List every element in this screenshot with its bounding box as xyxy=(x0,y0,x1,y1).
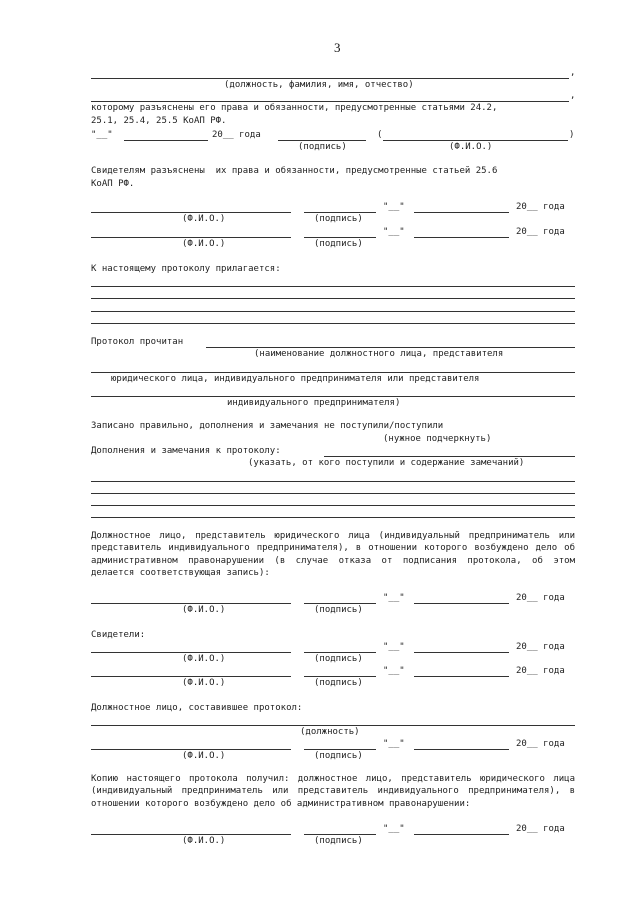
witnesses-rights-line-1: Свидетелям разъяснены их права и обязанности, предусмотренные статьей 25.6 xyxy=(91,166,498,176)
page-number: 3 xyxy=(334,40,341,55)
fio-line[interactable] xyxy=(383,140,568,141)
fio-caption: (Ф.И.О.) xyxy=(182,239,226,249)
date-day-quote: "__" xyxy=(383,227,405,237)
read-by-line-2[interactable] xyxy=(91,372,575,373)
attachment-line[interactable] xyxy=(91,298,575,299)
date-year-text: 20__ года xyxy=(516,642,565,652)
date-month-line[interactable] xyxy=(414,749,509,750)
remarks-line[interactable] xyxy=(324,456,575,457)
fio-line[interactable] xyxy=(91,749,291,750)
rights-text-line-1: которому разъяснены его права и обязанности, предусмотренные статьями 24.2, xyxy=(91,103,498,113)
date-year-text: 20__ года xyxy=(516,824,565,834)
name-line[interactable] xyxy=(91,78,569,79)
date-day-quote: "__" xyxy=(383,593,405,603)
read-by-line[interactable] xyxy=(206,347,575,348)
attachment-line[interactable] xyxy=(91,286,575,287)
attachment-line[interactable] xyxy=(91,323,575,324)
date-month-line[interactable] xyxy=(414,834,509,835)
fio-line[interactable] xyxy=(91,652,291,653)
date-year-text: 20__ года xyxy=(516,593,565,603)
paren-open: ( xyxy=(377,130,383,140)
fio-caption: (Ф.И.О.) xyxy=(182,836,226,846)
signature-caption: (подпись) xyxy=(298,142,347,152)
date-year-text: 20__ года xyxy=(516,739,565,749)
remarks-caption: (указать, от кого поступили и содержание замечаний) xyxy=(248,458,525,468)
attachment-line[interactable] xyxy=(91,311,575,312)
witnesses-label: Свидетели: xyxy=(91,630,146,640)
fio-line[interactable] xyxy=(91,237,291,238)
rights-text-line-2: 25.1, 25.4, 25.5 КоАП РФ. xyxy=(91,116,227,126)
signature-caption: (подпись) xyxy=(314,678,363,688)
remarks-line[interactable] xyxy=(91,493,575,494)
signature-line[interactable] xyxy=(278,140,366,141)
remarks-line[interactable] xyxy=(91,505,575,506)
date-day-quote: "__" xyxy=(383,642,405,652)
signature-line[interactable] xyxy=(304,652,376,653)
fio-line[interactable] xyxy=(91,603,291,604)
date-year-text: 20__ года xyxy=(212,130,261,140)
comma: , xyxy=(570,91,576,101)
date-day-quote: "__" xyxy=(383,202,405,212)
signature-caption: (подпись) xyxy=(314,239,363,249)
date-year-text: 20__ года xyxy=(516,227,565,237)
fio-caption: (Ф.И.О.) xyxy=(182,214,226,224)
date-month-line[interactable] xyxy=(414,237,509,238)
position-line[interactable] xyxy=(91,725,575,726)
signature-line[interactable] xyxy=(304,212,376,213)
fio-line[interactable] xyxy=(91,676,291,677)
date-month-line[interactable] xyxy=(414,676,509,677)
remarks-line[interactable] xyxy=(91,481,575,482)
read-caption-3: индивидуального предпринимателя) xyxy=(227,398,401,408)
underline-caption: (нужное подчеркнуть) xyxy=(383,434,492,444)
date-day-quote: "__" xyxy=(383,739,405,749)
position-caption: (должность) xyxy=(300,727,360,737)
fio-caption: (Ф.И.О.) xyxy=(182,605,226,615)
copy-received-paragraph: Копию настоящего протокола получил: должностное лицо, представитель юридического лица (индивидуальный предприниматель или представитель индивидуального предпринимателя), в отношении которого возбуждено дело об административном правонарушении: xyxy=(91,774,575,809)
date-year-text: 20__ года xyxy=(516,666,565,676)
fio-caption: (Ф.И.О.) xyxy=(182,678,226,688)
official-label: Должностное лицо, составившее протокол: xyxy=(91,703,303,713)
read-by-line-3[interactable] xyxy=(91,396,575,397)
fio-line[interactable] xyxy=(91,834,291,835)
witnesses-rights-line-2: КоАП РФ. xyxy=(91,179,135,189)
paren-close: ) xyxy=(569,130,575,140)
signature-line[interactable] xyxy=(304,749,376,750)
signature-line[interactable] xyxy=(304,676,376,677)
recorded-correctly-text: Записано правильно, дополнения и замечания не поступили/поступили xyxy=(91,421,444,431)
protocol-read-label: Протокол прочитан xyxy=(91,337,184,347)
date-day-quote: "__" xyxy=(91,130,113,140)
signature-caption: (подпись) xyxy=(314,836,363,846)
remarks-label: Дополнения и замечания к протоколу: xyxy=(91,446,281,456)
date-day-quote: "__" xyxy=(383,824,405,834)
date-day-quote: "__" xyxy=(383,666,405,676)
fio-caption: (Ф.И.О.) xyxy=(449,142,493,152)
name-caption: (должность, фамилия, имя, отчество) xyxy=(224,80,414,90)
fio-caption: (Ф.И.О.) xyxy=(182,654,226,664)
signature-caption: (подпись) xyxy=(314,605,363,615)
date-month-line[interactable] xyxy=(414,603,509,604)
signature-caption: (подпись) xyxy=(314,751,363,761)
name-line-2[interactable] xyxy=(91,101,569,102)
attachments-label: К настоящему протоколу прилагается: xyxy=(91,264,281,274)
read-caption-2: юридического лица, индивидуального предпринимателя или представителя xyxy=(111,374,480,384)
signature-line[interactable] xyxy=(304,834,376,835)
date-month-line[interactable] xyxy=(124,140,208,141)
comma: , xyxy=(570,68,576,78)
date-year-text: 20__ года xyxy=(516,202,565,212)
signature-line[interactable] xyxy=(304,237,376,238)
signature-caption: (подпись) xyxy=(314,654,363,664)
date-month-line[interactable] xyxy=(414,652,509,653)
fio-caption: (Ф.И.О.) xyxy=(182,751,226,761)
signature-caption: (подпись) xyxy=(314,214,363,224)
signature-line[interactable] xyxy=(304,603,376,604)
fio-line[interactable] xyxy=(91,212,291,213)
remarks-line[interactable] xyxy=(91,517,575,518)
refusal-paragraph: Должностное лицо, представитель юридического лица (индивидуальный предприниматель или представитель индивидуального предпринимателя), в отношении которого возбуждено дело об административном правонарушении (в случае отказа от подписания протокола, об этом делается соответствующая запись): xyxy=(91,531,575,579)
date-month-line[interactable] xyxy=(414,212,509,213)
read-caption-1: (наименование должностного лица, представителя xyxy=(254,349,504,359)
